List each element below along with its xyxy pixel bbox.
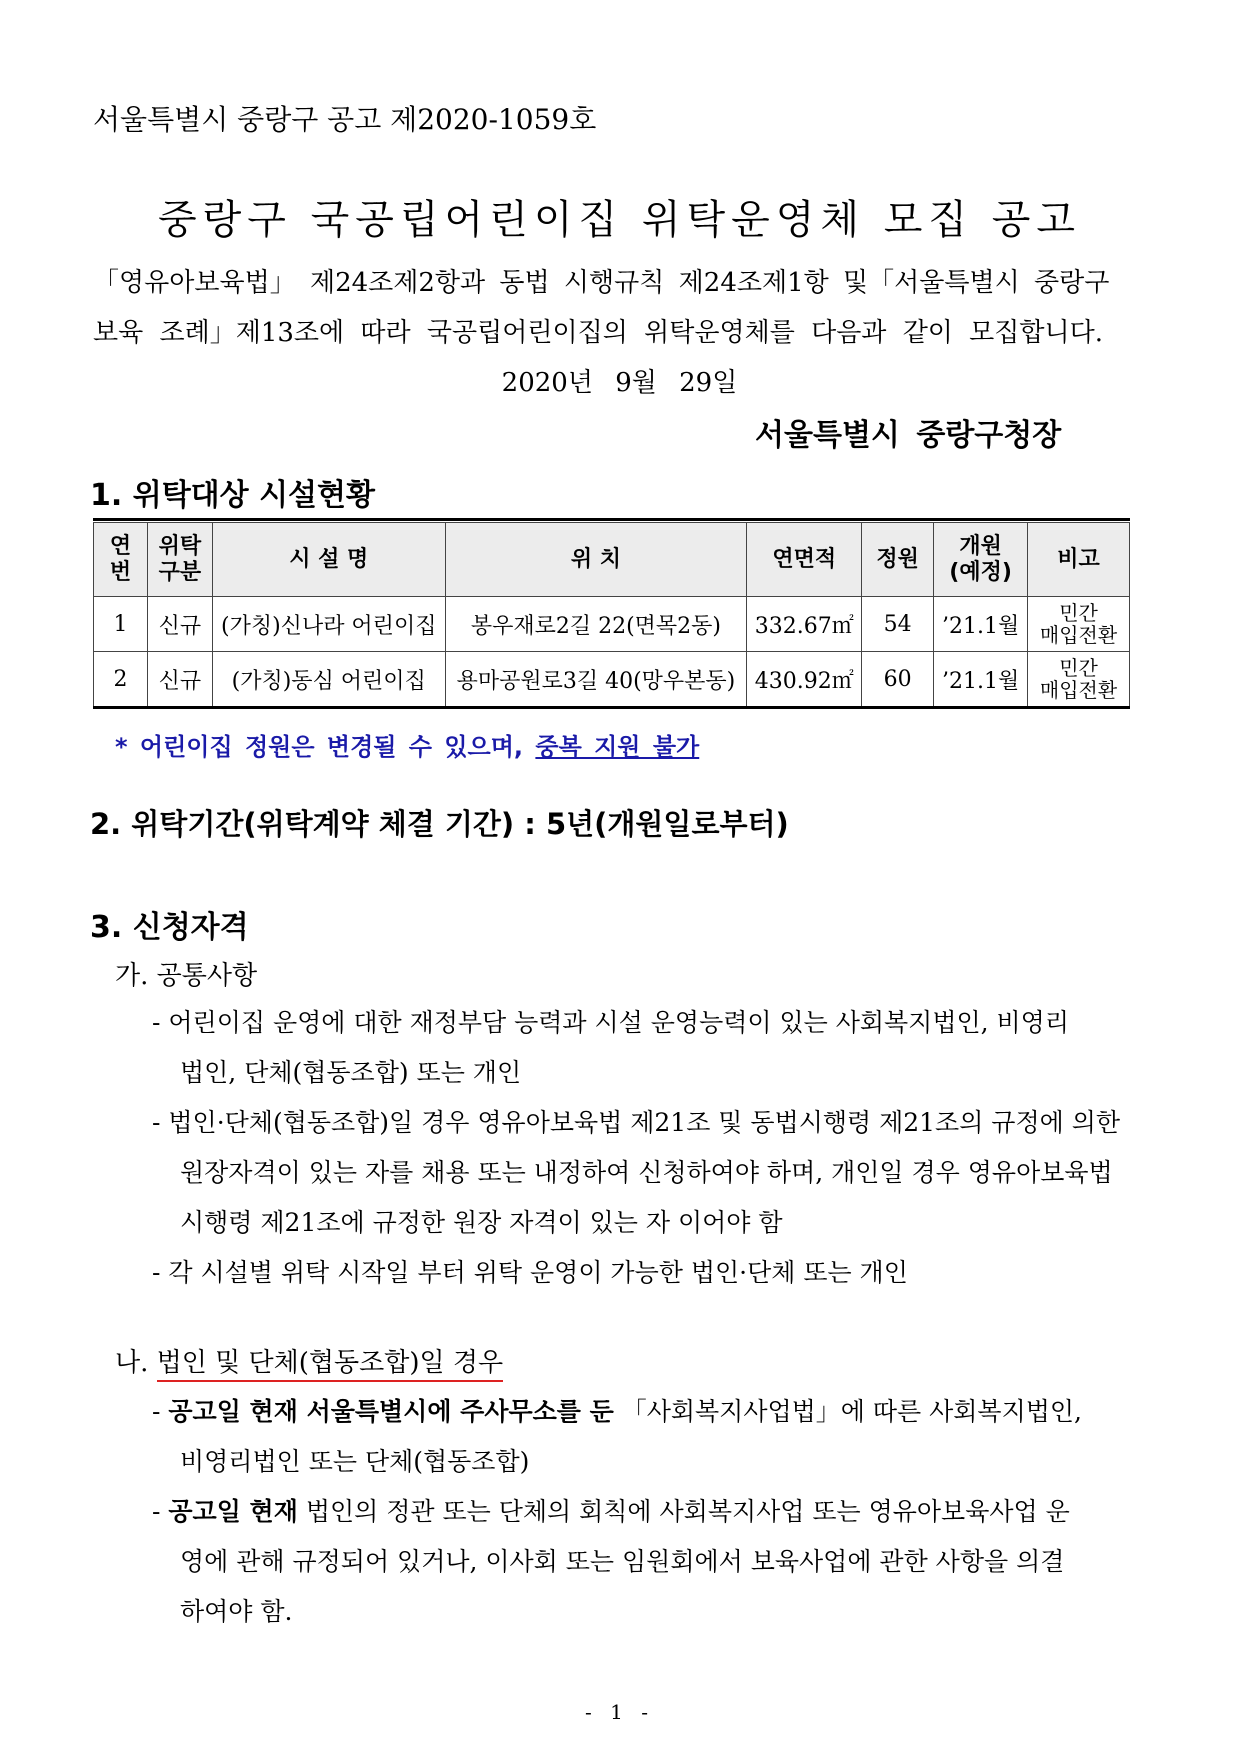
table-cell: 민간 매입전환 [1028,652,1130,707]
table-note-underlined: 중복 지원 불가 [535,733,700,761]
na-item-1-bold: 공고일 현재 서울특별시에 주사무소를 둔 [168,1397,614,1426]
table-top-rule [93,518,1130,521]
table-row [94,597,1130,652]
col-header: 비고 [1028,523,1130,597]
table-cell: ’21.1월 [934,652,1028,707]
section-1-heading: 1. 위탁대상 시설현황 [90,478,375,513]
table-cell: 용마공원로3길 40(망우본동) [445,652,747,707]
na-prefix: 나. [115,1348,149,1378]
table-cell: 봉우재로2길 22(면목2동) [445,597,747,652]
na-item-2-rest: 법인의 정관 또는 단체의 회칙에 사회복지사업 또는 영유아보육사업 운 [305,1497,1070,1526]
na-item-1-line-1: - 공고일 현재 서울특별시에 주사무소를 둔 「사회복지사업법」에 따른 사회복지법인, [152,1397,1082,1426]
na-item-1-rest: 「사회복지사업법」에 따른 사회복지법인, [621,1397,1082,1426]
table-header-row [94,523,1130,597]
col-header: 연면적 [747,523,862,597]
table-note [115,727,699,762]
section-3-heading: 3. 신청자격 [90,910,249,945]
section-2-heading: 2. 위탁기간(위탁계약 체결 기간) : 5년(개원일로부터) [90,807,789,841]
intro-line-1: 「영유아보육법」 제24조제2항과 동법 시행규칙 제24조제1항 및「서울특별시 중랑구 [93,268,1110,298]
col-header: 위탁 구분 [147,523,212,597]
table-cell: ’21.1월 [934,597,1028,652]
intro-line-2: 보육 조례」제13조에 따라 국공립어린이집의 위탁운영체를 다음과 같이 모집합니다. [93,318,1104,348]
facility-table [93,522,1130,707]
table-cell: (가칭)동심 어린이집 [212,652,445,707]
table-cell: 1 [94,597,148,652]
table-bottom-rule [93,706,1130,709]
page-number: - 1 - [585,1700,654,1724]
ga-item-2-line-2: 원장자격이 있는 자를 채용 또는 내정하여 신청하여야 하며, 개인일 경우 영유아보육법 [180,1158,1113,1187]
table-cell: 60 [862,652,934,707]
col-header: 개원 (예정) [934,523,1028,597]
ga-item-1-line-1: - 어린이집 운영에 대한 재정부담 능력과 시설 운영능력이 있는 사회복지법인, 비영리 [152,1008,1069,1037]
col-header: 정원 [862,523,934,597]
table-cell: 430.92㎡ [747,652,862,707]
na-item-2-line-2: 영에 관해 규정되어 있거나, 이사회 또는 임원회에서 보육사업에 관한 사항을 의결 [180,1547,1065,1576]
notice-number: 서울특별시 중랑구 공고 제2020-1059호 [93,103,597,136]
na-item-1-line-2: 비영리법인 또는 단체(협동조합) [180,1447,530,1476]
ga-item-1-line-2: 법인, 단체(협동조합) 또는 개인 [180,1058,522,1087]
table-cell: 2 [94,652,148,707]
na-item-2-line-3: 하여야 함. [180,1597,293,1626]
ga-item-2-line-1: - 법인·단체(협동조합)일 경우 영유아보육법 제21조 및 동법시행령 제21조의 규정에 의한 [152,1108,1120,1137]
table-note-text: * 어린이집 정원은 변경될 수 있으며, [115,733,524,761]
na-item-2-line-1: - 공고일 현재 법인의 정관 또는 단체의 회칙에 사회복지사업 또는 영유아보육사업 운 [152,1497,1070,1526]
na-title-underlined: 법인 및 단체(협동조합)일 경우 [157,1348,503,1382]
issuer: 서울특별시 중랑구청장 [755,418,1062,453]
col-header: 연 번 [94,523,148,597]
table-cell: 민간 매입전환 [1028,597,1130,652]
table-cell: (가칭)신나라 어린이집 [212,597,445,652]
ga-item-2-line-3: 시행령 제21조에 규정한 원장 자격이 있는 자 이어야 함 [180,1208,783,1237]
table-cell: 신규 [147,597,212,652]
table-cell: 54 [862,597,934,652]
col-header: 위 치 [445,523,747,597]
notice-date: 2020년 9월 29일 [501,368,738,398]
col-header: 시 설 명 [212,523,445,597]
table-cell: 신규 [147,652,212,707]
page-title: 중랑구 국공립어린이집 위탁운영체 모집 공고 [157,197,1082,243]
ga-item-3-line-1: - 각 시설별 위탁 시작일 부터 위탁 운영이 가능한 법인·단체 또는 개인 [152,1258,908,1287]
na-item-2-bold: 공고일 현재 [168,1497,298,1526]
table-cell: 332.67㎡ [747,597,862,652]
subsection-na-title [115,1342,503,1379]
table-row [94,652,1130,707]
subsection-ga-title: 가. 공통사항 [115,961,258,991]
